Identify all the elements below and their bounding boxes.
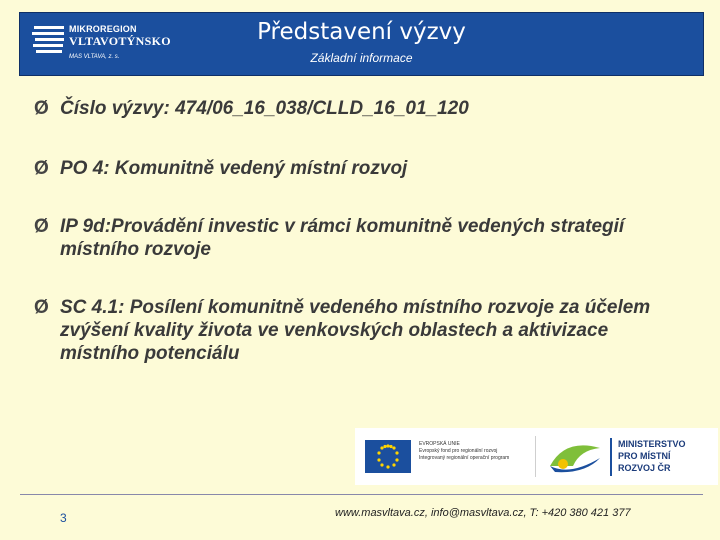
footer-contact: www.masvltava.cz, info@masvltava.cz, T: +420 380 421 377	[335, 507, 631, 519]
bullet-text: SC 4.1: Posílení komunitně vedeného místního rozvoje za účelem zvýšení kvality života ve venkovských oblastech a aktivizace místního potenciálu	[60, 297, 651, 364]
funding-logos	[355, 428, 718, 485]
logo-divider	[535, 436, 536, 477]
logo-line-3: MAS VLTAVA, z. s.	[69, 54, 120, 60]
arrow-bullet-icon: Ø	[34, 158, 49, 179]
header-bar	[19, 12, 704, 76]
ministry-text: MINISTERSTVO PRO MÍSTNÍ ROZVOJ ČR	[618, 439, 686, 473]
page-subtitle: Základní informace	[310, 51, 413, 65]
bullet-text: IP 9d:Provádění investic v rámci komunitně vedených strategií místního rozvoje	[60, 216, 625, 260]
mmr-divider	[610, 438, 612, 476]
eu-flag-icon	[365, 440, 411, 473]
arrow-bullet-icon: Ø	[34, 297, 49, 318]
page-number: 3	[60, 511, 67, 525]
logo-line-2: VLTAVOTÝNSKO	[69, 34, 171, 48]
footer-divider	[20, 494, 703, 495]
arrow-bullet-icon: Ø	[34, 98, 49, 119]
bullet-item	[34, 97, 660, 120]
bullet-item	[34, 215, 660, 261]
arrow-bullet-icon: Ø	[34, 216, 49, 237]
bullet-text: PO 4: Komunitně vedený místní rozvoj	[60, 158, 408, 179]
mmr-logo-icon	[545, 436, 605, 478]
bullet-text: Číslo výzvy: 474/06_16_038/CLLD_16_01_120	[60, 98, 469, 119]
logo-line-1: MIKROREGION	[69, 24, 137, 34]
bullet-item	[34, 296, 660, 365]
bullet-item	[34, 157, 660, 180]
page-title: Představení výzvy	[257, 19, 466, 45]
eu-fund-text: EVROPSKÁ UNIE Evropský fond pro regionální rozvoj Integrovaný regionální operační program	[419, 441, 510, 461]
